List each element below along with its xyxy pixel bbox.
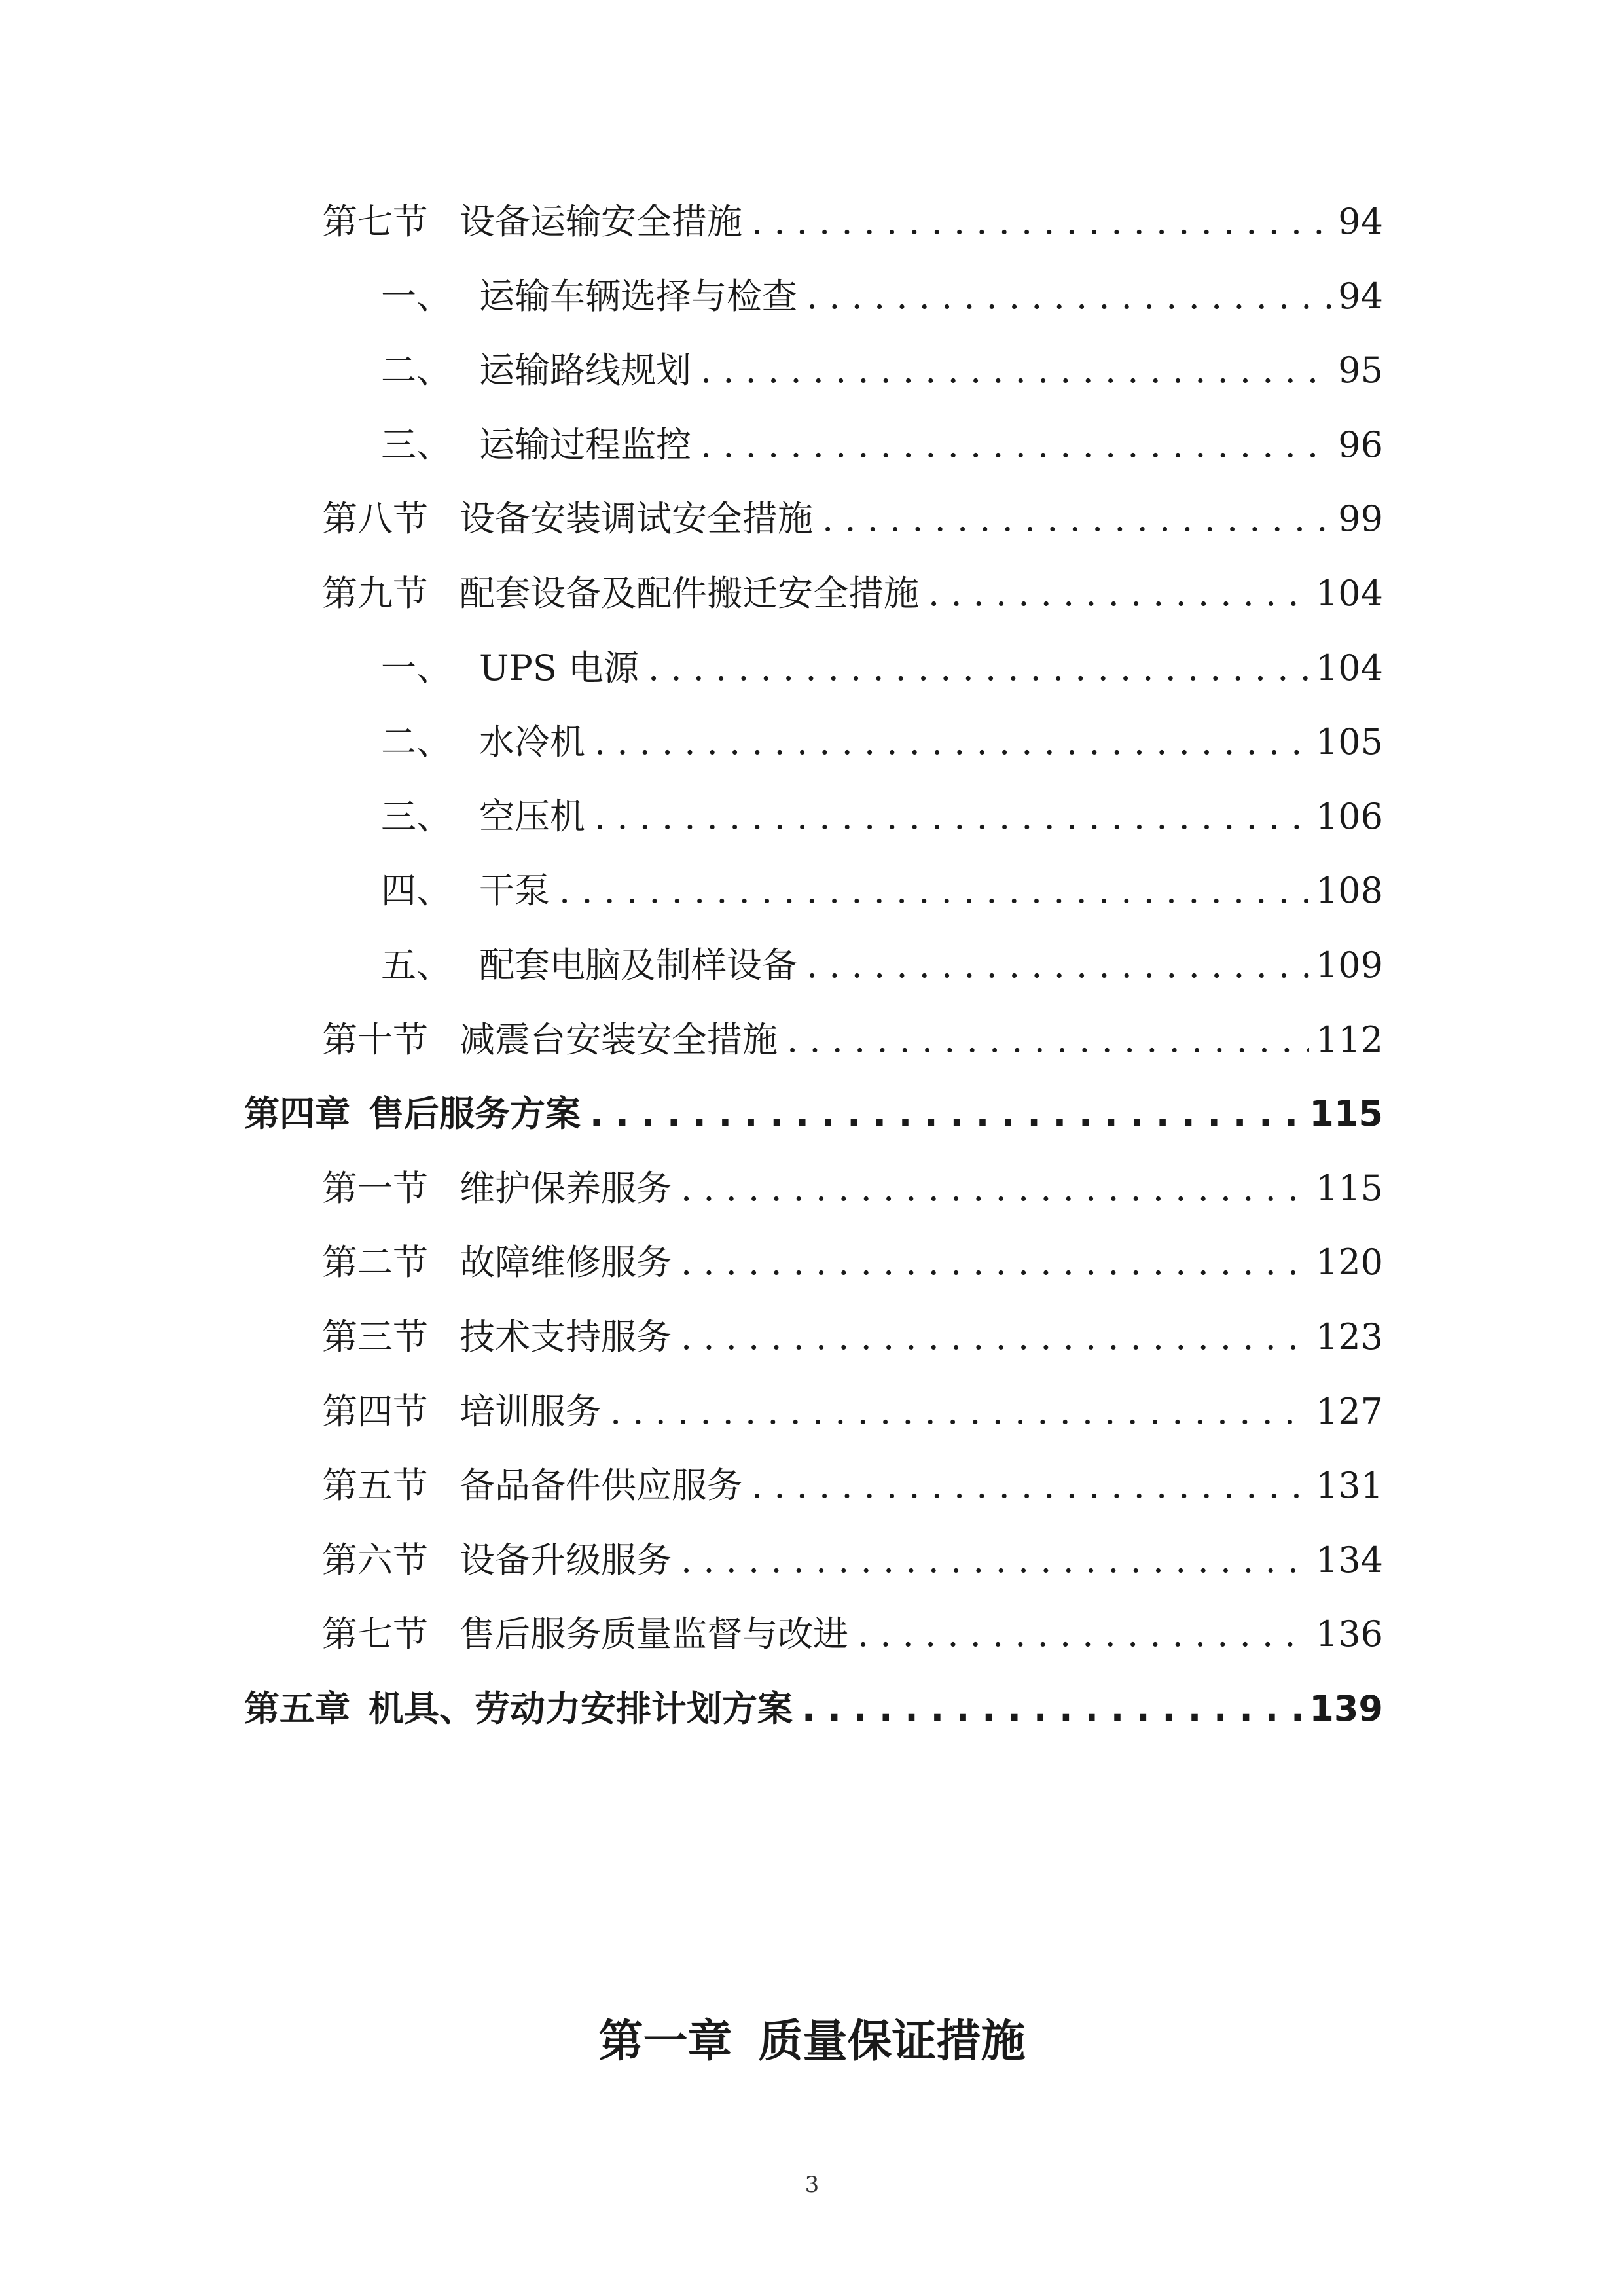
toc-entry-number: 第四节 xyxy=(322,1391,428,1432)
toc-entry[interactable] xyxy=(322,1382,1383,1441)
toc-entry-title: 售后服务方案 xyxy=(369,1093,581,1134)
toc-entry-page: 131 xyxy=(1315,1465,1383,1506)
toc-entry[interactable] xyxy=(322,1011,1383,1069)
toc-entry-label xyxy=(244,1085,581,1143)
toc-entry-page: 123 xyxy=(1315,1316,1383,1357)
toc-entry[interactable] xyxy=(381,341,1383,400)
toc-entry[interactable] xyxy=(322,1159,1383,1218)
toc-dot-leader xyxy=(700,416,1331,475)
toc-dot-leader xyxy=(681,1308,1309,1367)
toc-entry-title: 水冷机 xyxy=(479,721,585,762)
toc-entry-title: 培训服务 xyxy=(460,1391,601,1432)
toc-dot-leader xyxy=(590,1085,1303,1143)
toc-entry-title: UPS 电源 xyxy=(479,647,640,689)
toc-entry-title: 设备升级服务 xyxy=(460,1539,672,1581)
toc-entry-label xyxy=(322,1308,672,1367)
toc-dot-leader xyxy=(648,639,1309,698)
toc-entry-page: 96 xyxy=(1338,424,1383,465)
toc-entry-page: 108 xyxy=(1315,870,1383,911)
toc-entry-page: 109 xyxy=(1315,944,1383,986)
toc-dot-leader xyxy=(610,1382,1309,1441)
toc-entry-label xyxy=(381,639,639,698)
toc-entry-page: 94 xyxy=(1338,201,1383,242)
toc-entry[interactable] xyxy=(322,1233,1383,1292)
toc-entry-page: 127 xyxy=(1315,1391,1383,1432)
page-number: 3 xyxy=(804,2172,820,2198)
toc-dot-leader xyxy=(787,1011,1309,1069)
toc-entry-number: 第八节 xyxy=(322,498,428,539)
toc-entry[interactable] xyxy=(244,1085,1383,1143)
toc-dot-leader xyxy=(681,1233,1309,1292)
toc-entry-label xyxy=(381,341,691,400)
toc-entry-label xyxy=(322,1159,672,1218)
toc-entry-page: 104 xyxy=(1315,647,1383,689)
toc-entry-page: 106 xyxy=(1315,796,1383,837)
toc-entry-title: 设备安装调试安全措施 xyxy=(460,498,813,539)
chapter-heading-number: 第一章 xyxy=(598,2016,732,2068)
toc-entry-label xyxy=(322,1011,778,1069)
toc-dot-leader xyxy=(681,1531,1309,1590)
toc-entry-label xyxy=(322,192,742,251)
toc-entry-title: 备品备件供应服务 xyxy=(460,1465,742,1506)
toc-entry-label xyxy=(381,267,797,326)
toc-dot-leader xyxy=(594,787,1309,846)
toc-entry-title: 售后服务质量监督与改进 xyxy=(460,1613,848,1655)
toc-entry[interactable] xyxy=(381,639,1383,698)
toc-entry-label xyxy=(381,861,550,920)
toc-entry-page: 104 xyxy=(1315,573,1383,614)
toc-entry-title: 运输过程监控 xyxy=(479,424,691,465)
toc-entry-label xyxy=(322,490,813,548)
toc-entry-number: 第六节 xyxy=(322,1539,428,1581)
toc-entry-title: 干泵 xyxy=(479,870,550,911)
toc-entry[interactable] xyxy=(322,1308,1383,1367)
toc-entry-title: 空压机 xyxy=(479,796,585,837)
toc-entry-label xyxy=(322,1233,672,1292)
toc-entry-title: 减震台安装安全措施 xyxy=(460,1019,778,1060)
toc-dot-leader xyxy=(559,861,1309,920)
toc-entry-page: 99 xyxy=(1338,498,1383,539)
toc-entry-label xyxy=(322,1456,742,1515)
toc-dot-leader xyxy=(751,1456,1309,1515)
toc-entry-number: 二、 xyxy=(381,350,452,391)
toc-entry-number: 第三节 xyxy=(322,1316,428,1357)
toc-entry-title: 机具、劳动力安排计划方案 xyxy=(369,1688,793,1729)
toc-entry-label xyxy=(322,1605,848,1664)
toc-entry-page: 94 xyxy=(1338,276,1383,317)
toc-entry-title: 技术支持服务 xyxy=(460,1316,672,1357)
toc-entry-label xyxy=(381,787,585,846)
toc-entry-title: 故障维修服务 xyxy=(460,1242,672,1283)
toc-entry[interactable] xyxy=(322,192,1383,251)
toc-entry-number: 五、 xyxy=(381,944,452,986)
toc-entry-page: 115 xyxy=(1315,1168,1383,1209)
toc-entry[interactable] xyxy=(322,1605,1383,1664)
toc-entry-number: 一、 xyxy=(381,647,452,689)
toc-entry-label xyxy=(381,416,691,475)
toc-entry-page: 105 xyxy=(1315,721,1383,762)
toc-entry-label xyxy=(381,713,585,772)
toc-entry-number: 二、 xyxy=(381,721,452,762)
toc-entry[interactable] xyxy=(381,936,1383,995)
toc-entry-number: 第五章 xyxy=(244,1688,350,1729)
toc-entry-title: 设备运输安全措施 xyxy=(460,201,742,242)
toc-entry-title: 配套电脑及制样设备 xyxy=(479,944,797,986)
toc-entry[interactable] xyxy=(322,1456,1383,1515)
toc-dot-leader xyxy=(822,490,1331,548)
toc-entry[interactable] xyxy=(381,416,1383,475)
toc-entry[interactable] xyxy=(381,713,1383,772)
toc-entry[interactable] xyxy=(381,787,1383,846)
toc-entry-title: 配套设备及配件搬迁安全措施 xyxy=(460,573,919,614)
toc-dot-leader xyxy=(928,564,1309,623)
toc-entry[interactable] xyxy=(322,564,1383,623)
toc-dot-leader xyxy=(806,267,1331,326)
toc-dot-leader xyxy=(681,1159,1309,1218)
toc-entry-page: 115 xyxy=(1309,1093,1383,1134)
toc-dot-leader xyxy=(802,1679,1303,1738)
toc-entry-number: 第二节 xyxy=(322,1242,428,1283)
toc-entry-number: 一、 xyxy=(381,276,452,317)
toc-dot-leader xyxy=(857,1605,1309,1664)
toc-dot-leader xyxy=(751,192,1331,251)
toc-entry-number: 四、 xyxy=(381,870,452,911)
toc-entry-page: 136 xyxy=(1315,1613,1383,1655)
toc-dot-leader xyxy=(594,713,1309,772)
toc-entry[interactable] xyxy=(381,861,1383,920)
toc-entry-page: 95 xyxy=(1338,350,1383,391)
toc-entry-title: 运输车辆选择与检查 xyxy=(479,276,797,317)
toc-entry[interactable] xyxy=(322,1531,1383,1590)
toc-entry-number: 第五节 xyxy=(322,1465,428,1506)
toc-entry-number: 三、 xyxy=(381,424,452,465)
toc-entry-page: 112 xyxy=(1315,1019,1383,1060)
toc-entry-number: 第七节 xyxy=(322,201,428,242)
toc-entry-label xyxy=(381,936,797,995)
toc-entry-number: 三、 xyxy=(381,796,452,837)
toc-entry-page: 139 xyxy=(1309,1688,1383,1729)
toc-entry-number: 第七节 xyxy=(322,1613,428,1655)
toc-entry-label xyxy=(322,1531,672,1590)
toc-entry[interactable] xyxy=(381,267,1383,326)
toc-entry-page: 120 xyxy=(1315,1242,1383,1283)
toc-entry-title: 维护保养服务 xyxy=(460,1168,672,1209)
toc-dot-leader xyxy=(806,936,1309,995)
toc-entry[interactable] xyxy=(244,1679,1383,1738)
toc-entry-number: 第四章 xyxy=(244,1093,350,1134)
toc-entry-number: 第九节 xyxy=(322,573,428,614)
chapter-heading xyxy=(0,2009,1624,2075)
chapter-heading-title: 质量保证措施 xyxy=(758,2016,1026,2068)
toc-entry-number: 第一节 xyxy=(322,1168,428,1209)
toc-entry[interactable] xyxy=(322,490,1383,548)
toc-entry-page: 134 xyxy=(1315,1539,1383,1581)
toc-entry-title: 运输路线规划 xyxy=(479,350,691,391)
toc-entry-label xyxy=(322,564,919,623)
toc-dot-leader xyxy=(700,341,1331,400)
toc-entry-label xyxy=(244,1679,793,1738)
toc-entry-number: 第十节 xyxy=(322,1019,428,1060)
toc-entry-label xyxy=(322,1382,601,1441)
